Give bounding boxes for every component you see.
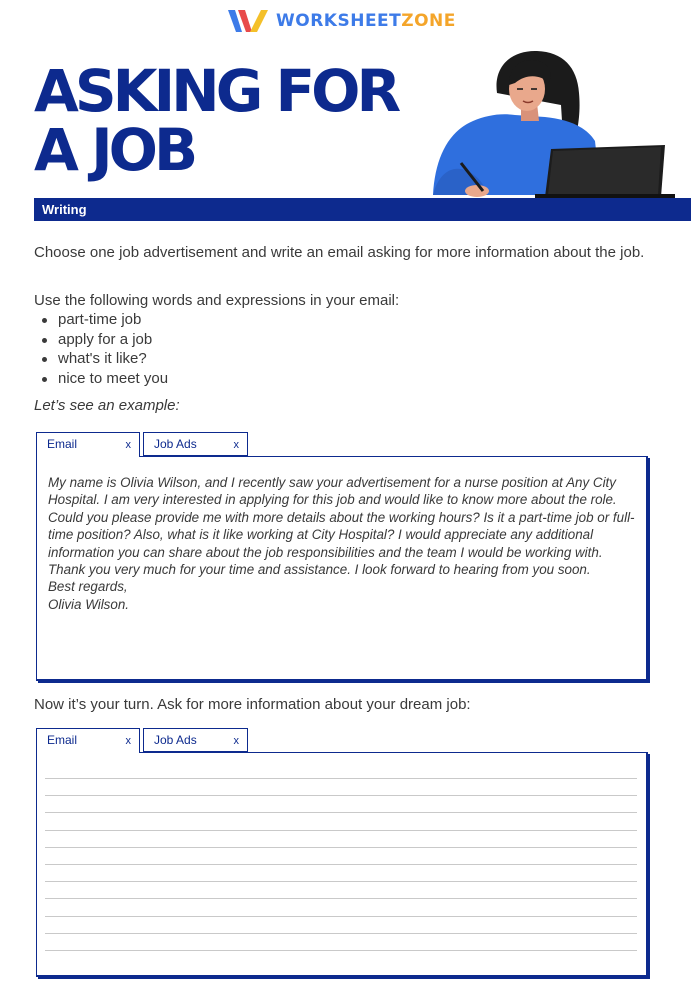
letter-paragraph: Could you please provide me with more details about the working hours? Is it a part-time job or full-time position? Also, what is it like working at City Hospital? I would appreciate any additional information you can share about the job responsibilities and the team I would be working with. — [48, 509, 635, 560]
letter-signature: Olivia Wilson. — [48, 596, 129, 612]
worksheetzone-logo — [226, 5, 456, 37]
letter-closing: Best regards, — [48, 579, 128, 595]
tab-label: Job Ads — [154, 437, 197, 451]
page-title — [34, 57, 454, 184]
woman-writing-illustration — [425, 45, 691, 200]
letter-paragraph: My name is Olivia Wilson, and I recently saw your advertisement for a nurse position at Any City Hospital. I am very interested in applying for this job and would like to know more about the role. — [48, 475, 617, 508]
w-logo-icon — [226, 5, 270, 37]
writing-line[interactable] — [45, 950, 637, 951]
window-tabs — [36, 432, 248, 457]
tab-email[interactable] — [36, 728, 140, 753]
tab-job-ads[interactable] — [143, 432, 248, 456]
writing-line[interactable] — [45, 916, 637, 917]
writing-line[interactable] — [45, 812, 637, 813]
writing-line[interactable] — [45, 898, 637, 899]
list-item: what's it like? — [34, 349, 168, 369]
logo-word-worksheet: WORKSHEET — [276, 11, 402, 31]
logo-word-zone: ZONE — [401, 11, 456, 31]
writing-line[interactable] — [45, 864, 637, 865]
list-item: part-time job — [34, 310, 168, 330]
writing-line[interactable] — [45, 830, 637, 831]
section-label: Writing — [42, 202, 87, 217]
tab-label: Email — [47, 733, 78, 747]
letter-paragraph: Thank you very much for your time and assistance. I look forward to hearing from you soon. — [48, 562, 591, 578]
section-band — [34, 198, 691, 221]
logo-wordmark — [276, 11, 456, 31]
close-tab-icon[interactable]: x — [125, 439, 131, 451]
instruction-paragraph-2: Use the following words and expressions in your email: — [34, 292, 400, 309]
close-tab-icon[interactable]: x — [233, 439, 239, 451]
your-turn-instruction: Now it’s your turn. Ask for more information about your dream job: — [34, 696, 471, 713]
expressions-list — [34, 310, 168, 388]
writing-line[interactable] — [45, 795, 637, 796]
list-item: nice to meet you — [34, 369, 168, 389]
close-tab-icon[interactable]: x — [125, 735, 131, 747]
list-item: apply for a job — [34, 330, 168, 350]
answer-writing-area[interactable] — [36, 752, 648, 977]
title-line-1: ASKING FOR — [34, 57, 398, 125]
example-label: Let’s see an example: — [34, 397, 180, 414]
window-tabs — [36, 728, 248, 753]
writing-line[interactable] — [45, 933, 637, 934]
close-tab-icon[interactable]: x — [233, 735, 239, 747]
title-line-2: A JOB — [34, 116, 195, 184]
tab-job-ads[interactable] — [143, 728, 248, 752]
writing-line[interactable] — [45, 778, 637, 779]
instruction-paragraph-1: Choose one job advertisement and write an email asking for more information about the job. — [34, 244, 645, 261]
tab-email[interactable] — [36, 432, 140, 457]
example-email-body — [36, 456, 648, 681]
tab-label: Job Ads — [154, 733, 197, 747]
tab-label: Email — [47, 437, 78, 451]
writing-line[interactable] — [45, 881, 637, 882]
example-letter — [48, 474, 640, 613]
writing-line[interactable] — [45, 847, 637, 848]
